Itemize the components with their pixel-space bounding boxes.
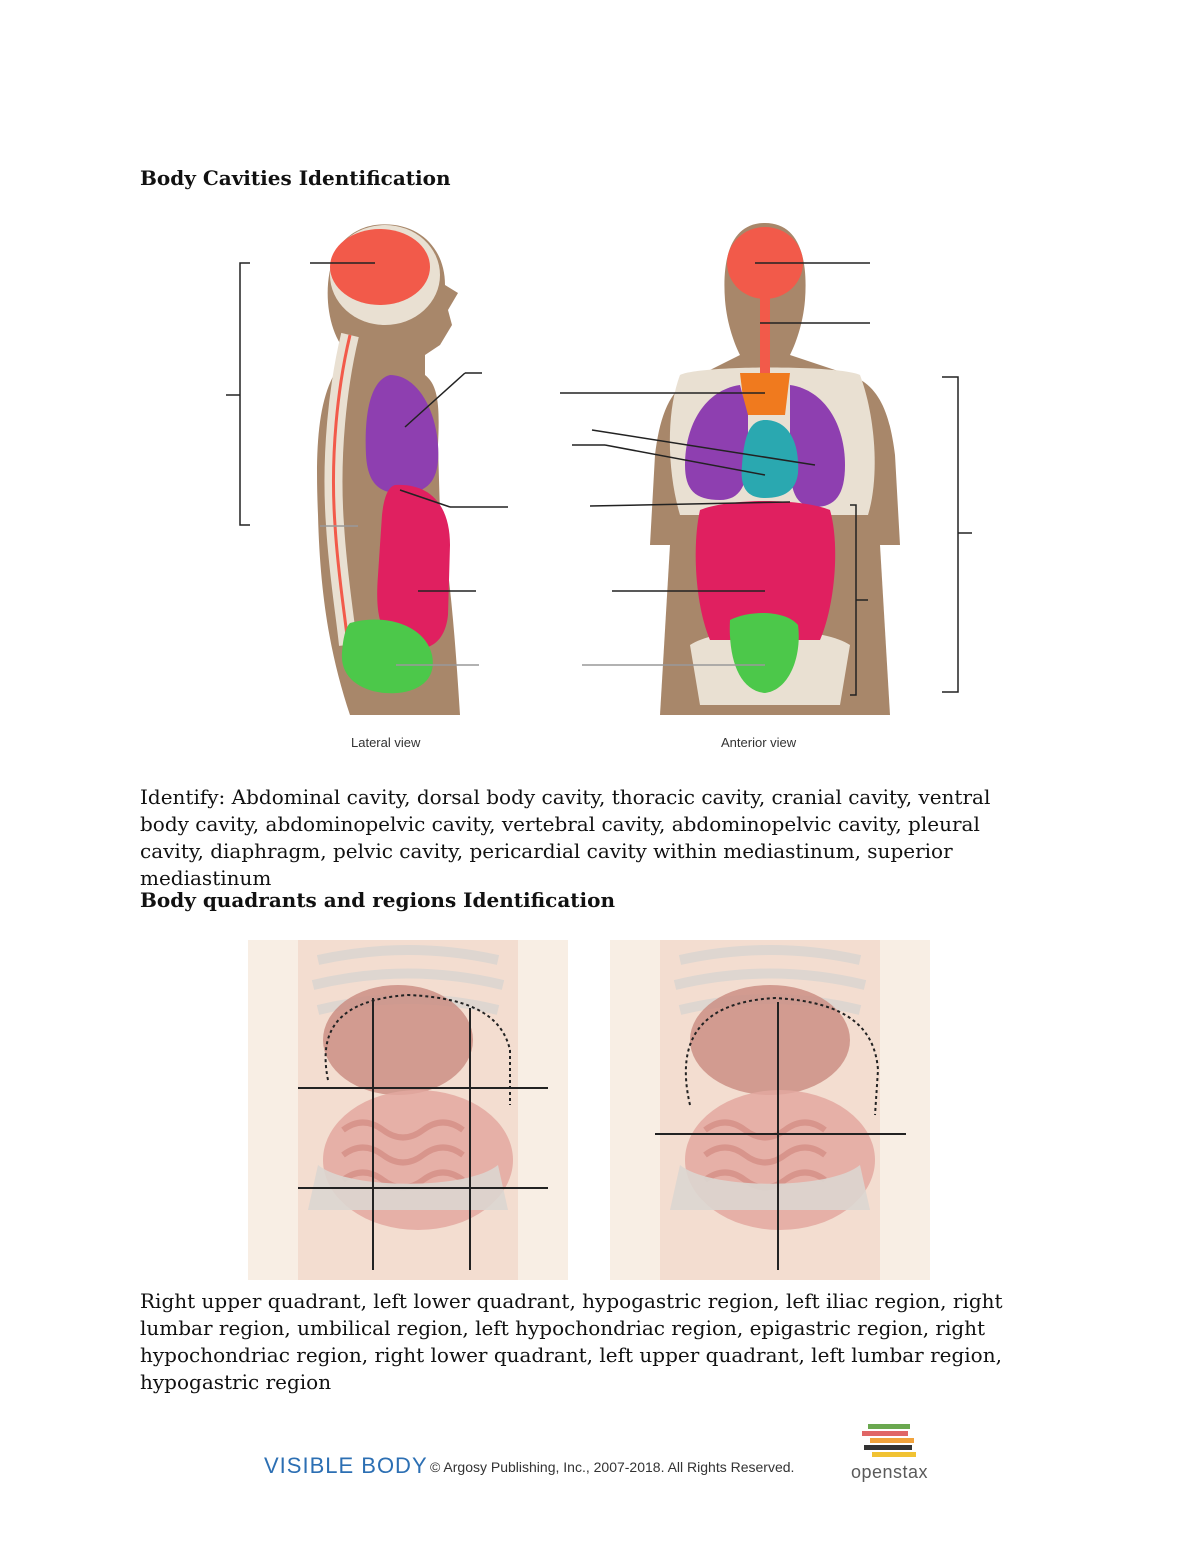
anterior-view-caption: Anterior view — [721, 735, 797, 750]
lateral-view-body — [317, 224, 460, 715]
body-cavities-figure — [200, 215, 990, 735]
openstax-logo: openstax — [851, 1462, 929, 1482]
section1-heading: Body Cavities Identification — [140, 166, 451, 190]
cavities-identify-text: Identify: Abdominal cavity, dorsal body cavity, thoracic cavity, cranial cavity, ventral body cavity, abdominopelvic cavity, vertebral cavity, abdominopelvic cavity, pleural cavity, diaphragm, pelvic cavity, pericardial cavity within mediastinum, superior mediastinum — [140, 785, 991, 890]
nine-regions-figure — [248, 940, 568, 1280]
section2-heading: Body quadrants and regions Identification — [140, 888, 616, 912]
visible-body-logo: VISIBLE BODY — [264, 1453, 428, 1478]
cranial-cavity-lateral — [330, 229, 430, 305]
lateral-view-caption: Lateral view — [351, 735, 421, 750]
superior-mediastinum — [740, 373, 790, 415]
regions-identify-text: Right upper quadrant, left lower quadrant, hypogastric region, left iliac region, right lumbar region, umbilical region, left hypochondriac region, epigastric region, right hypochondriac region, right lower quadrant, left upper quadrant, left lumbar region, hypogastric region — [140, 1289, 1003, 1394]
four-quadrants-figure — [610, 940, 930, 1280]
anterior-view-body — [650, 223, 900, 715]
copyright-text: © Argosy Publishing, Inc., 2007-2018. All Rights Reserved. — [430, 1459, 795, 1475]
vertebral-cavity-anterior — [760, 295, 770, 375]
openstax-book-stack-icon — [862, 1424, 920, 1458]
